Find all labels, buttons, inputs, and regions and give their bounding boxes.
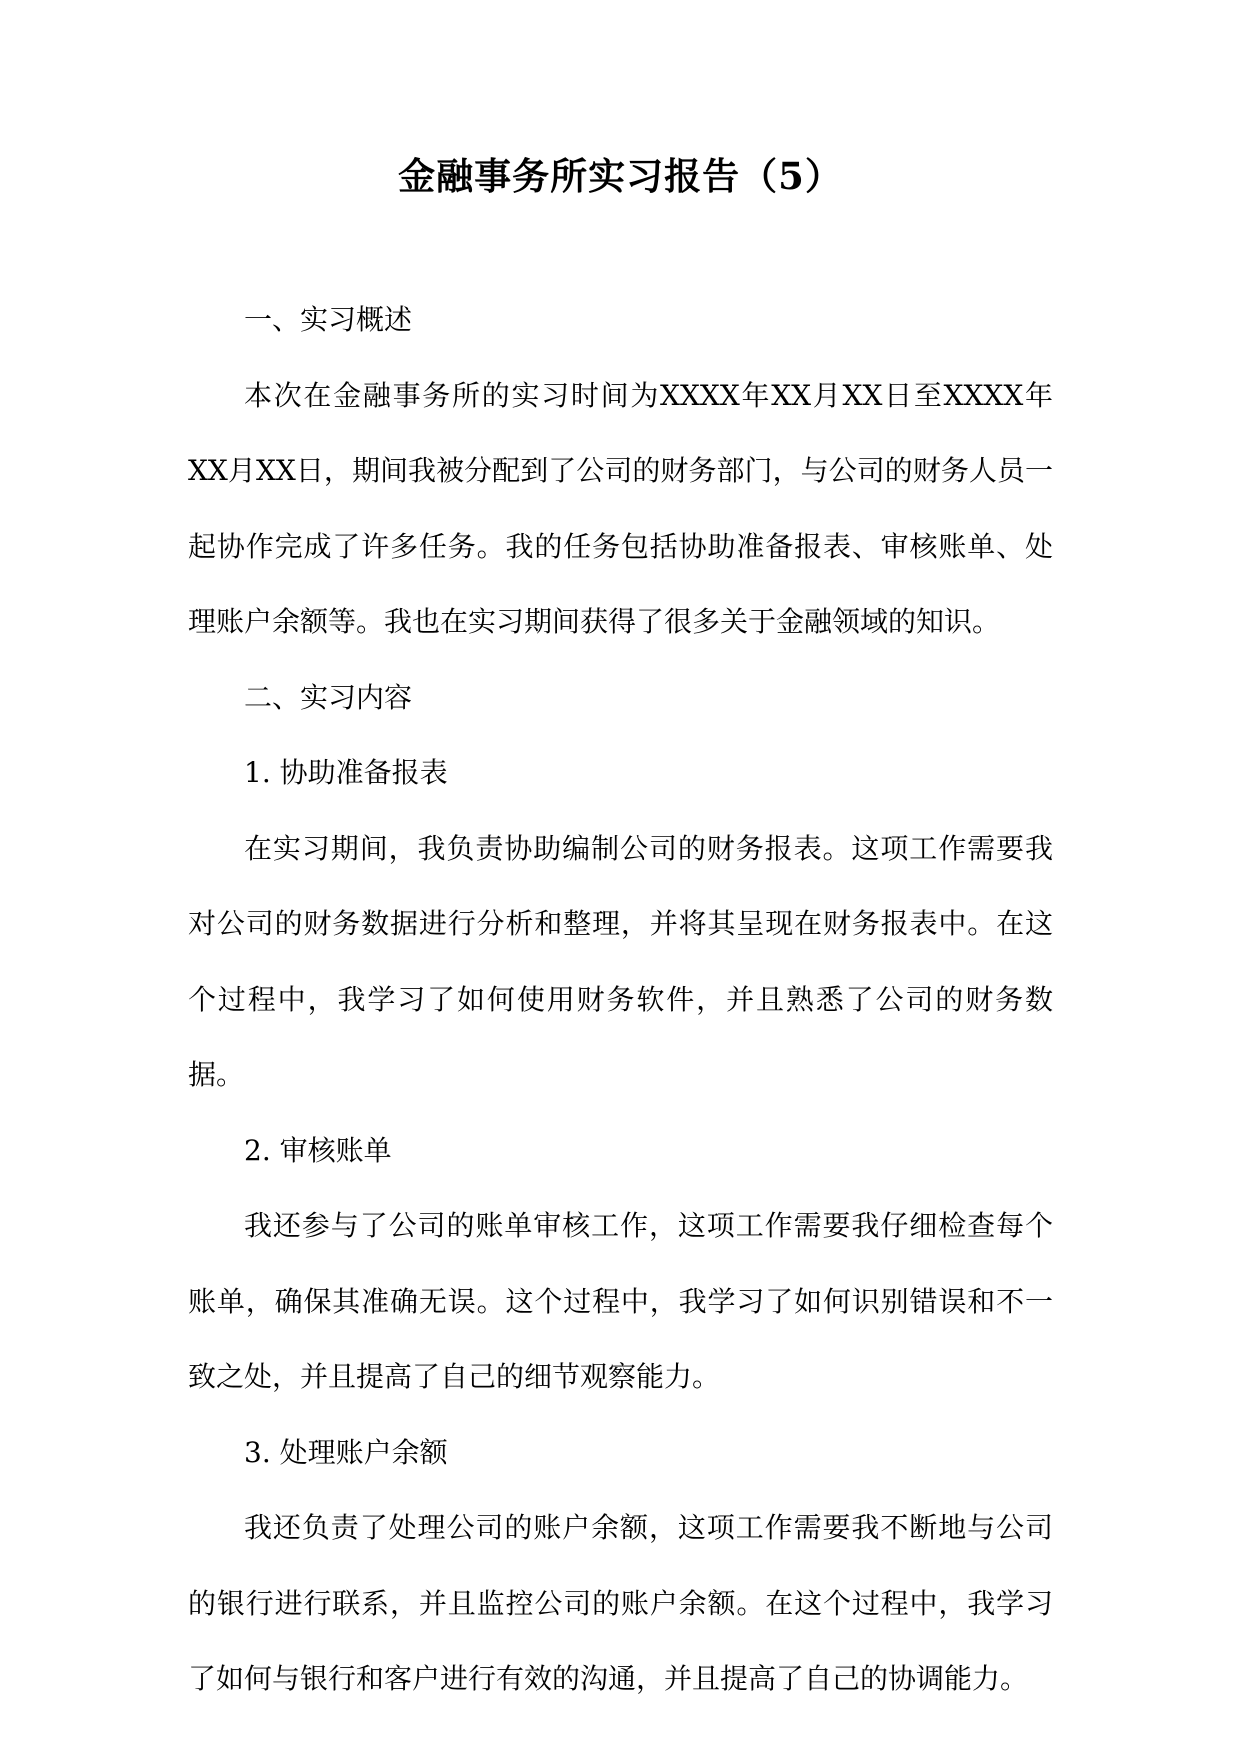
- document-body: [188, 282, 1053, 1717]
- paragraph-audit-bills: 我还参与了公司的账单审核工作，这项工作需要我仔细检查每个账单，确保其准确无误。这个过程中，我学习了如何识别错误和不一致之处，并且提高了自己的细节观察能力。: [188, 1209, 1053, 1393]
- paragraph-account-balance: 我还负责了处理公司的账户余额，这项工作需要我不断地与公司的银行进行联系，并且监控公司的账户余额。在这个过程中，我学习了如何与银行和客户进行有效的沟通，并且提高了自己的协调能力。: [188, 1511, 1053, 1695]
- subheading-audit-bills: 2. 审核账单: [244, 1133, 392, 1167]
- subheading-account-balance: 3. 处理账户余额: [244, 1435, 448, 1469]
- section-heading-content: 二、实习内容: [244, 680, 413, 714]
- document-title: 金融事务所实习报告（5）: [398, 154, 843, 198]
- paragraph-prepare-reports: 在实习期间，我负责协助编制公司的财务报表。这项工作需要我对公司的财务数据进行分析和整理，并将其呈现在财务报表中。在这个过程中，我学习了如何使用财务软件，并且熟悉了公司的财务数据。: [188, 831, 1053, 1091]
- subheading-prepare-reports: 1. 协助准备报表: [244, 756, 448, 789]
- paragraph-overview: 本次在金融事务所的实习时间为XXXX年XX月XX日至XXXX年XX月XX日，期间我被分配到了公司的财务部门，与公司的财务人员一起协作完成了许多任务。我的任务包括协助准备报表、审核账单、处理账户余额等。我也在实习期间获得了很多关于金融领域的知识。: [188, 378, 1053, 638]
- section-heading-overview: 一、实习概述: [244, 303, 413, 336]
